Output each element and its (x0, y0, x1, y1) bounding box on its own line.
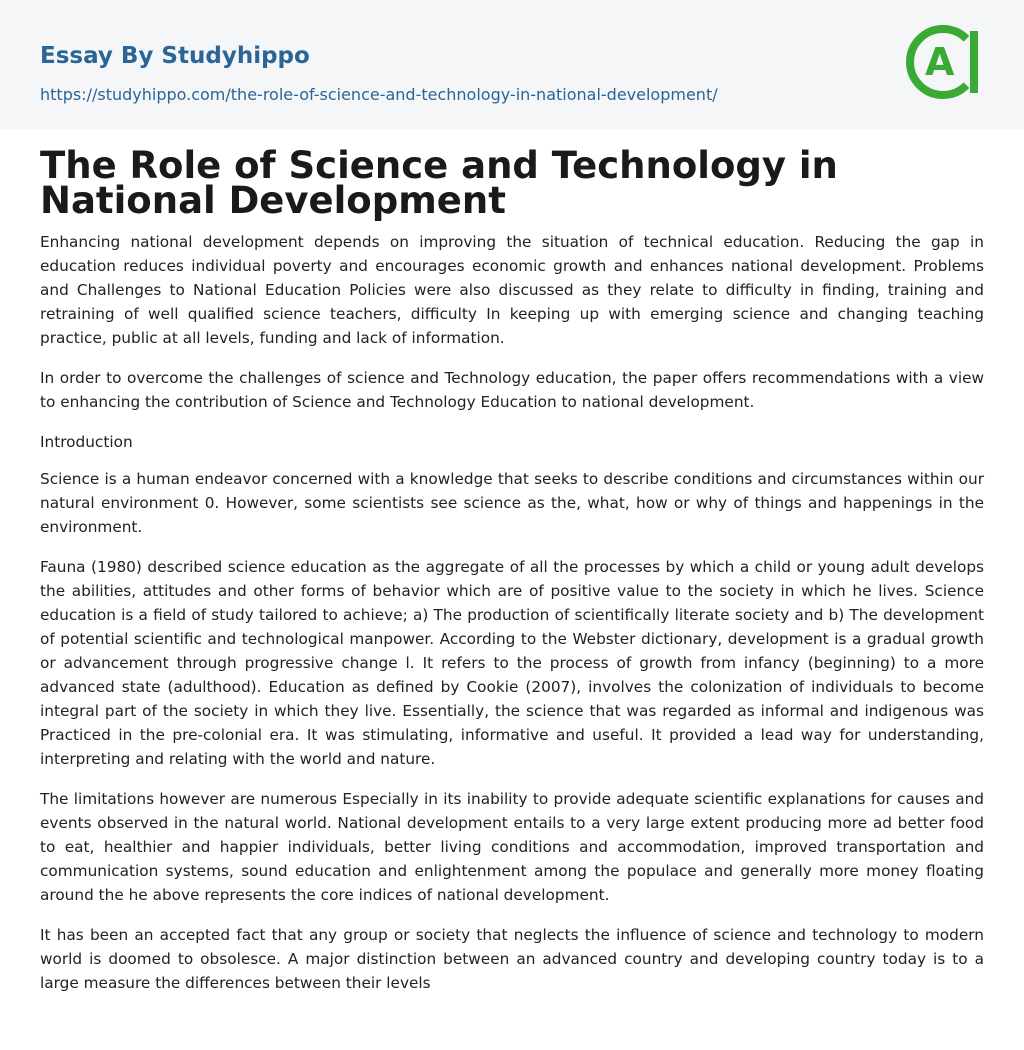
section-heading-introduction: Introduction (40, 433, 133, 451)
article-paragraph: Enhancing national development depends on improving the situation of technical education. Reducing the gap in education reduces individual poverty and encourages economic growth and enhances national development. Problems and Challenges to National Education Policies were also discussed as they relate to difficulty in finding, training and retraining of well qualified science teachers, difficulty In keeping up with emerging science and changing teaching practice, public at all levels, funding and lack of information. (40, 233, 984, 347)
logo-letter: A (925, 40, 955, 84)
studyhippo-logo-icon[interactable] (899, 19, 985, 105)
site-brand[interactable]: Essay By Studyhippo (40, 43, 310, 69)
site-header (0, 0, 1024, 129)
article-paragraph: The limitations however are numerous Especially in its inability to provide adequate scientific explanations for causes and events observed in the natural world. National development entails to a very large extent producing more ad better food to eat, healthier and happier individuals, better living conditions and accommodation, improved transportation and communication systems, sound education and enlightenment among the populace and generally more money floating around the he above represents the core indices of national development. (40, 790, 984, 904)
article-paragraph: Science is a human endeavor concerned with a knowledge that seeks to describe conditions and circumstances within our natural environment 0. However, some scientists see science as the, what, how or why of things and happenings in the environment. (40, 470, 984, 536)
article-title: The Role of Science and Technology in National Development (40, 144, 838, 222)
article-paragraph: It has been an accepted fact that any group or society that neglects the influence of science and technology to modern world is doomed to obsolesce. A major distinction between an advanced country and developing country today is to a large measure the differences between their levels (40, 926, 984, 992)
article-paragraph: Fauna (1980) described science education as the aggregate of all the processes by which a child or young adult develops the abilities, attitudes and other forms of behavior which are of positive value to the society in which he lives. Science education is a field of study tailored to achieve; a) The production of scientifically literate society and b) The development of potential scientific and technological manpower. According to the Webster dictionary, development is a gradual growth or advancement through progressive change l. It refers to the process of growth from infancy (beginning) to a more advanced state (adulthood). Education as defined by Cookie (2007), involves the colonization of individuals to become integral part of the society in which they live. Essentially, the science that was regarded as informal and indigenous was Practiced in the pre-colonial era. It was stimulating, informative and useful. It provided a lead way for understanding, interpreting and relating with the world and nature. (40, 558, 984, 768)
source-url-link[interactable]: https://studyhippo.com/the-role-of-science-and-technology-in-national-development/ (40, 85, 718, 104)
article-content (0, 144, 1024, 995)
article-paragraph: In order to overcome the challenges of science and Technology education, the paper offers recommendations with a view to enhancing the contribution of Science and Technology Education to national development. (40, 369, 984, 411)
